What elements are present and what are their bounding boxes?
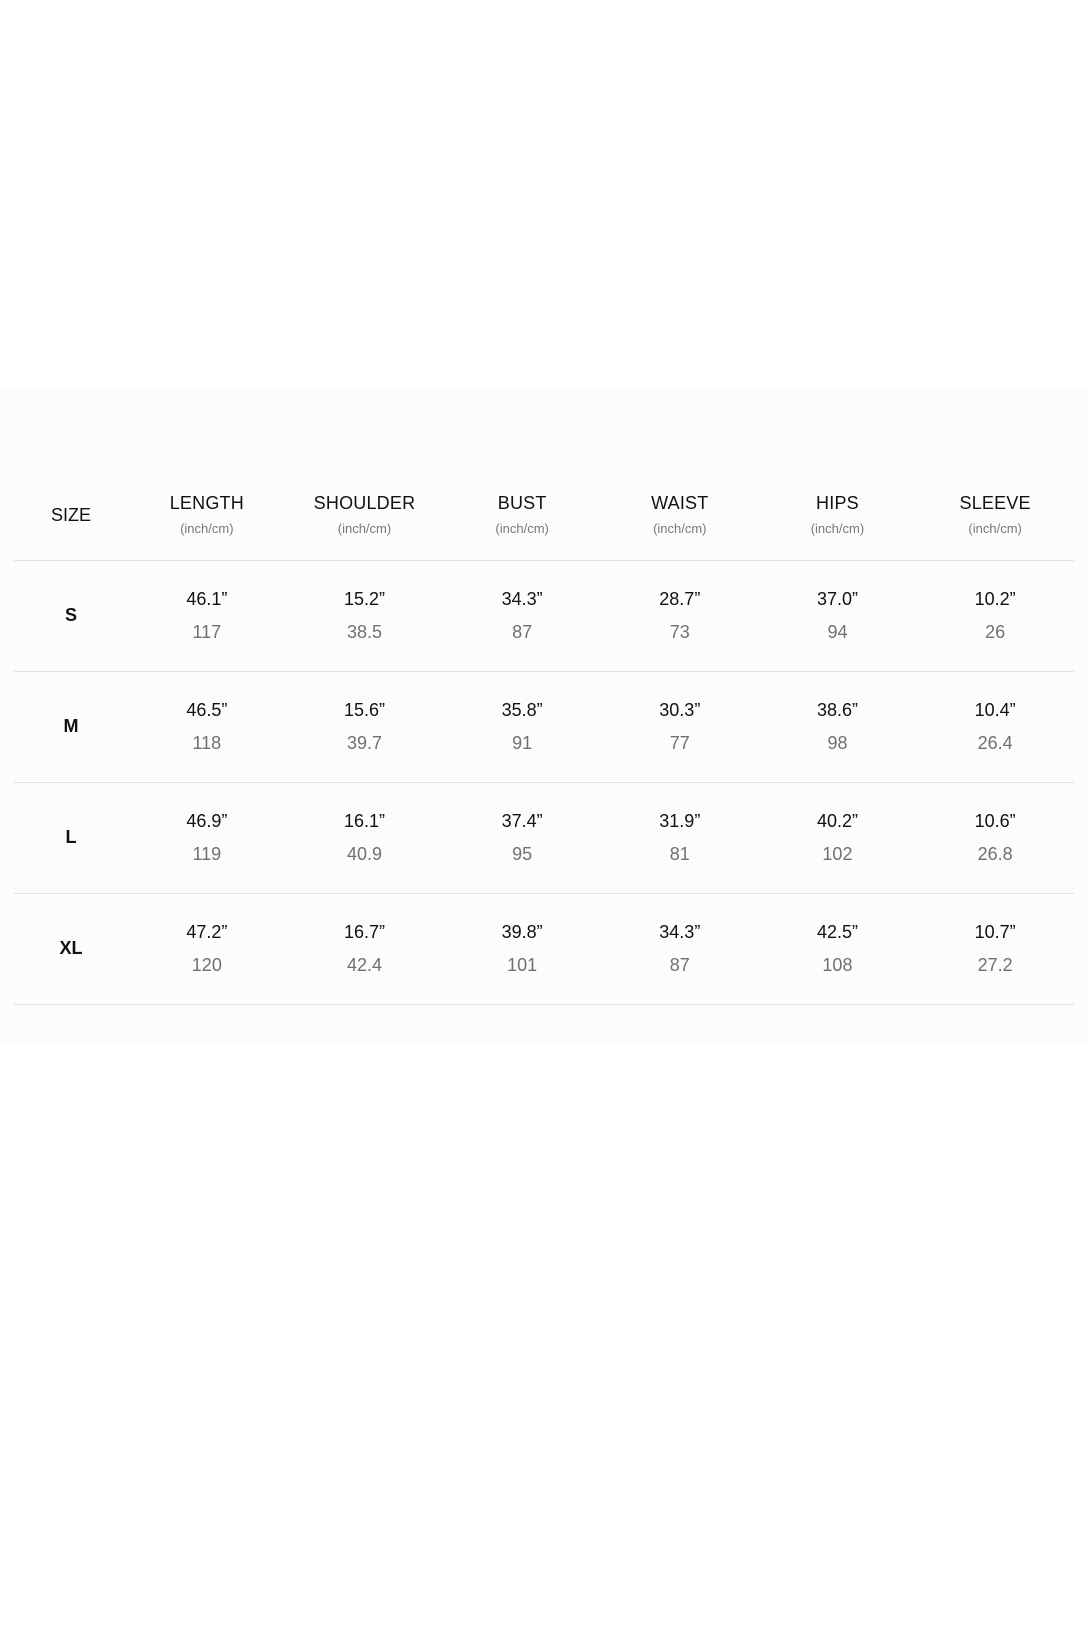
inch-value: 31.9” bbox=[659, 810, 701, 831]
inch-value: 10.4” bbox=[974, 699, 1016, 720]
column-unit-label: (inch/cm) bbox=[337, 521, 392, 537]
measurement-cell bbox=[759, 671, 917, 782]
cm-value: 26 bbox=[985, 621, 1006, 642]
column-header-label: LENGTH bbox=[169, 493, 244, 514]
measurement-cell bbox=[916, 782, 1074, 893]
inch-value: 10.2” bbox=[974, 588, 1016, 609]
inch-value: 40.2” bbox=[816, 810, 858, 831]
cm-value: 73 bbox=[669, 621, 690, 642]
measurement-cell bbox=[916, 671, 1074, 782]
table-row-m bbox=[14, 671, 1074, 782]
cm-value: 39.7 bbox=[346, 732, 382, 753]
table-row-l bbox=[14, 782, 1074, 893]
column-header-length bbox=[128, 470, 286, 560]
measurement-cell bbox=[286, 893, 444, 1004]
cm-value: 77 bbox=[669, 732, 690, 753]
column-unit-label: (inch/cm) bbox=[653, 521, 707, 537]
measurement-cell bbox=[128, 560, 286, 671]
column-header-hips bbox=[759, 470, 917, 560]
inch-value: 34.3” bbox=[501, 588, 543, 609]
measurement-cell bbox=[128, 671, 286, 782]
column-header-label: SLEEVE bbox=[959, 493, 1031, 514]
inch-value: 10.6” bbox=[974, 810, 1016, 831]
cm-value: 26.4 bbox=[977, 732, 1013, 753]
column-header-sleeve bbox=[916, 470, 1074, 560]
inch-value: 47.2” bbox=[186, 921, 228, 942]
inch-value: 39.8” bbox=[501, 921, 543, 942]
inch-value: 15.2” bbox=[343, 588, 385, 609]
inch-value: 28.7” bbox=[659, 588, 701, 609]
cm-value: 94 bbox=[827, 621, 848, 642]
inch-value: 46.1” bbox=[186, 588, 228, 609]
inch-value: 15.6” bbox=[343, 699, 385, 720]
size-header-label: SIZE bbox=[50, 505, 91, 526]
inch-value: 37.4” bbox=[501, 810, 543, 831]
measurement-cell bbox=[601, 560, 759, 671]
cm-value: 118 bbox=[192, 732, 222, 753]
measurement-cell bbox=[443, 560, 601, 671]
measurement-cell bbox=[759, 782, 917, 893]
column-header-label: BUST bbox=[497, 493, 547, 514]
measurement-cell bbox=[286, 560, 444, 671]
cm-value: 38.5 bbox=[346, 621, 382, 642]
size-label: L bbox=[14, 782, 128, 893]
column-unit-label: (inch/cm) bbox=[180, 521, 234, 537]
table-row-xl bbox=[14, 893, 1074, 1004]
column-unit-label: (inch/cm) bbox=[810, 521, 865, 537]
column-header-bust bbox=[443, 470, 601, 560]
measurement-cell bbox=[601, 782, 759, 893]
cm-value: 119 bbox=[192, 843, 222, 864]
inch-value: 10.7” bbox=[974, 921, 1016, 942]
cm-value: 101 bbox=[507, 954, 538, 975]
cm-value: 117 bbox=[192, 621, 222, 642]
column-unit-label: (inch/cm) bbox=[495, 521, 549, 537]
column-header-shoulder bbox=[286, 470, 444, 560]
inch-value: 30.3” bbox=[659, 699, 701, 720]
size-chart-table bbox=[14, 470, 1074, 1005]
cm-value: 81 bbox=[669, 843, 690, 864]
inch-value: 34.3” bbox=[659, 921, 701, 942]
column-header-label: HIPS bbox=[816, 493, 859, 514]
inch-value: 38.6” bbox=[816, 699, 858, 720]
inch-value: 35.8” bbox=[501, 699, 543, 720]
cm-value: 98 bbox=[827, 732, 848, 753]
cm-value: 95 bbox=[512, 843, 533, 864]
size-label: S bbox=[14, 560, 128, 671]
measurement-cell bbox=[443, 893, 601, 1004]
size-column-header bbox=[14, 470, 128, 560]
inch-value: 37.0” bbox=[816, 588, 858, 609]
measurement-cell bbox=[128, 782, 286, 893]
inch-value: 46.5” bbox=[186, 699, 228, 720]
cm-value: 87 bbox=[512, 621, 533, 642]
cm-value: 42.4 bbox=[346, 954, 382, 975]
measurement-cell bbox=[759, 893, 917, 1004]
cm-value: 91 bbox=[512, 732, 533, 753]
measurement-cell bbox=[286, 671, 444, 782]
cm-value: 40.9 bbox=[346, 843, 382, 864]
table-row-s bbox=[14, 560, 1074, 671]
cm-value: 120 bbox=[191, 954, 222, 975]
inch-value: 16.7” bbox=[343, 921, 385, 942]
measurement-cell bbox=[601, 671, 759, 782]
column-header-label: WAIST bbox=[651, 493, 709, 514]
cm-value: 87 bbox=[669, 954, 690, 975]
inch-value: 16.1” bbox=[343, 810, 385, 831]
cm-value: 108 bbox=[822, 954, 853, 975]
column-header-waist bbox=[601, 470, 759, 560]
measurement-cell bbox=[443, 671, 601, 782]
measurement-cell bbox=[916, 560, 1074, 671]
cm-value: 27.2 bbox=[977, 954, 1013, 975]
table-header-row bbox=[14, 470, 1074, 560]
measurement-cell bbox=[128, 893, 286, 1004]
size-label: M bbox=[14, 671, 128, 782]
cm-value: 26.8 bbox=[977, 843, 1013, 864]
measurement-cell bbox=[916, 893, 1074, 1004]
measurement-cell bbox=[286, 782, 444, 893]
cm-value: 102 bbox=[822, 843, 853, 864]
measurement-cell bbox=[443, 782, 601, 893]
column-header-label: SHOULDER bbox=[313, 493, 416, 514]
column-unit-label: (inch/cm) bbox=[968, 521, 1022, 537]
inch-value: 42.5” bbox=[816, 921, 858, 942]
measurement-cell bbox=[759, 560, 917, 671]
measurement-cell bbox=[601, 893, 759, 1004]
size-label: XL bbox=[14, 893, 128, 1004]
inch-value: 46.9” bbox=[186, 810, 228, 831]
